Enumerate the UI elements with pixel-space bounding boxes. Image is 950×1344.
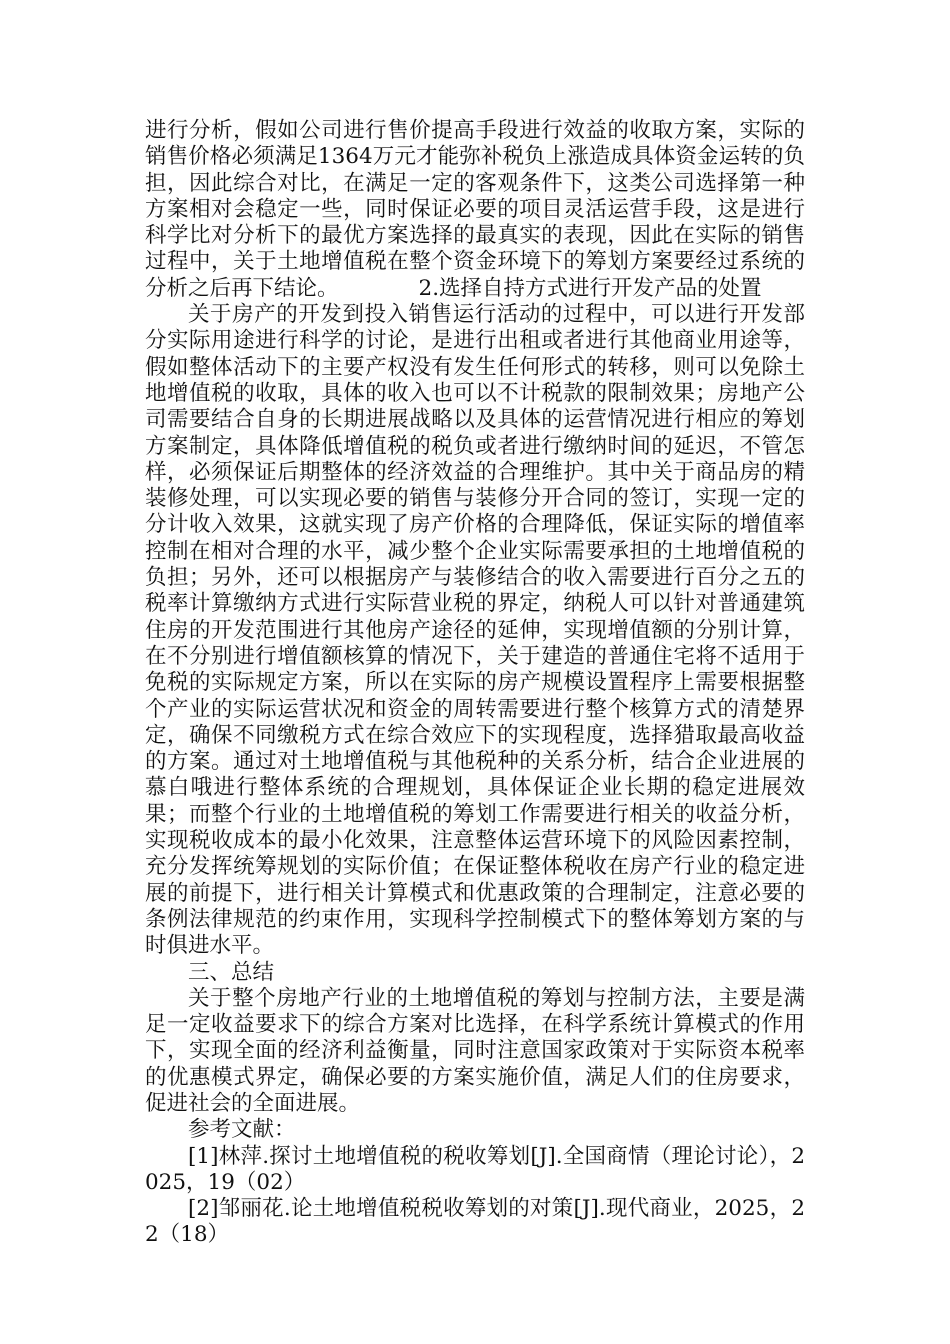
subheading-self-holding: 2.选择自持方式进行开发产品的处置 (418, 275, 762, 301)
section-title-summary: 三、总结 (188, 959, 275, 985)
document-body (145, 118, 805, 1249)
paragraph-self-holding: 关于房产的开发到投入销售运行活动的过程中，可以进行开发部分实际用途进行科学的讨论，是进行出租或者进行其他商业用途等，假如整体活动下的主要产权没有发生任何形式的转移，则可以免除土地增值税的收取，具体的收入也可以不计税款的限制效果；房地产公司需要结合自身的长期进展战略以及具体的运营情况进行相应的筹划方案制定，具体降低增值税的税负或者进行缴纳时间的延迟，不管怎样，必须保证后期整体的经济效益的合理维护。其中关于商品房的精装修处理，可以实现必要的销售与装修分开合同的签订，实现一定的分计收入效果，这就实现了房产价格的合理降低，保证实际的增值率控制在相对合理的水平，减少整个企业实际需要承担的土地增值税的负担；另外，还可以根据房产与装修结合的收入需要进行百分之五的税率计算缴纳方式进行实际营业税的界定，纳税人可以针对普通建筑住房的开发范围进行其他房产途径的延伸，实现增值额的分别计算，在不分别进行增值额核算的情况下，关于建造的普通住宅将不适用于免税的实际规定方案，所以在实际的房产规模设置程序上需要根据整个产业的实际运营状况和资金的周转需要进行整个核算方式的清楚界定，确保不同缴税方式在综合效应下的实现程度，选择猎取最高收益的方案。通过对土地增值税与其他税种的关系分析，结合企业进展的慕白哦进行整体系统的合理规划，具体保证企业长期的稳定进展效果；而整个行业的土地增值税的筹划工作需要进行相关的收益分析，实现税收成本的最小化效果，注意整体运营环境下的风险因素控制，充分发挥统筹规划的实际价值；在保证整体税收在房产行业的稳定进展的前提下，进行相关计算模式和优惠政策的合理制定，注意必要的条例法律规范的约束作用，实现科学控制模式下的整体筹划方案的与时俱进水平。 (145, 302, 805, 959)
reference-item-2: [2]邹丽花.论土地增值税税收筹划的对策[J].现代商业，2025，22（18） (145, 1196, 805, 1248)
references-title: 参考文献： (188, 1117, 296, 1143)
reference-item-1: [1]林萍.探讨土地增值税的税收筹划[J].全国商情（理论讨论），2025，19（02） (145, 1143, 805, 1195)
paragraph-analysis-text: 进行分析，假如公司进行售价提高手段进行效益的收取方案，实际的销售价格必须满足1364万元才能弥补税负上涨造成具体资金运转的负担，因此综合对比，在满足一定的客观条件下，这类公司选择第一种方案相对会稳定一些，同时保证必要的项目灵活运营手段，这是进行科学比对分析下的最优方案选择的最真实的表现，因此在实际的销售过程中，关于土地增值税在整个资金环境下的筹划方案要经过系统的分析之后再下结论。 (145, 118, 805, 301)
paragraph-analysis (145, 118, 805, 302)
paragraph-summary: 关于整个房地产行业的土地增值税的筹划与控制方法，主要是满足一定收益要求下的综合方案对比选择，在科学系统计算模式的作用下，实现全面的经济利益衡量，同时注意国家政策对于实际资本税率的优惠模式界定，确保必要的方案实施价值，满足人们的住房要求，促进社会的全面进展。 (145, 985, 805, 1116)
